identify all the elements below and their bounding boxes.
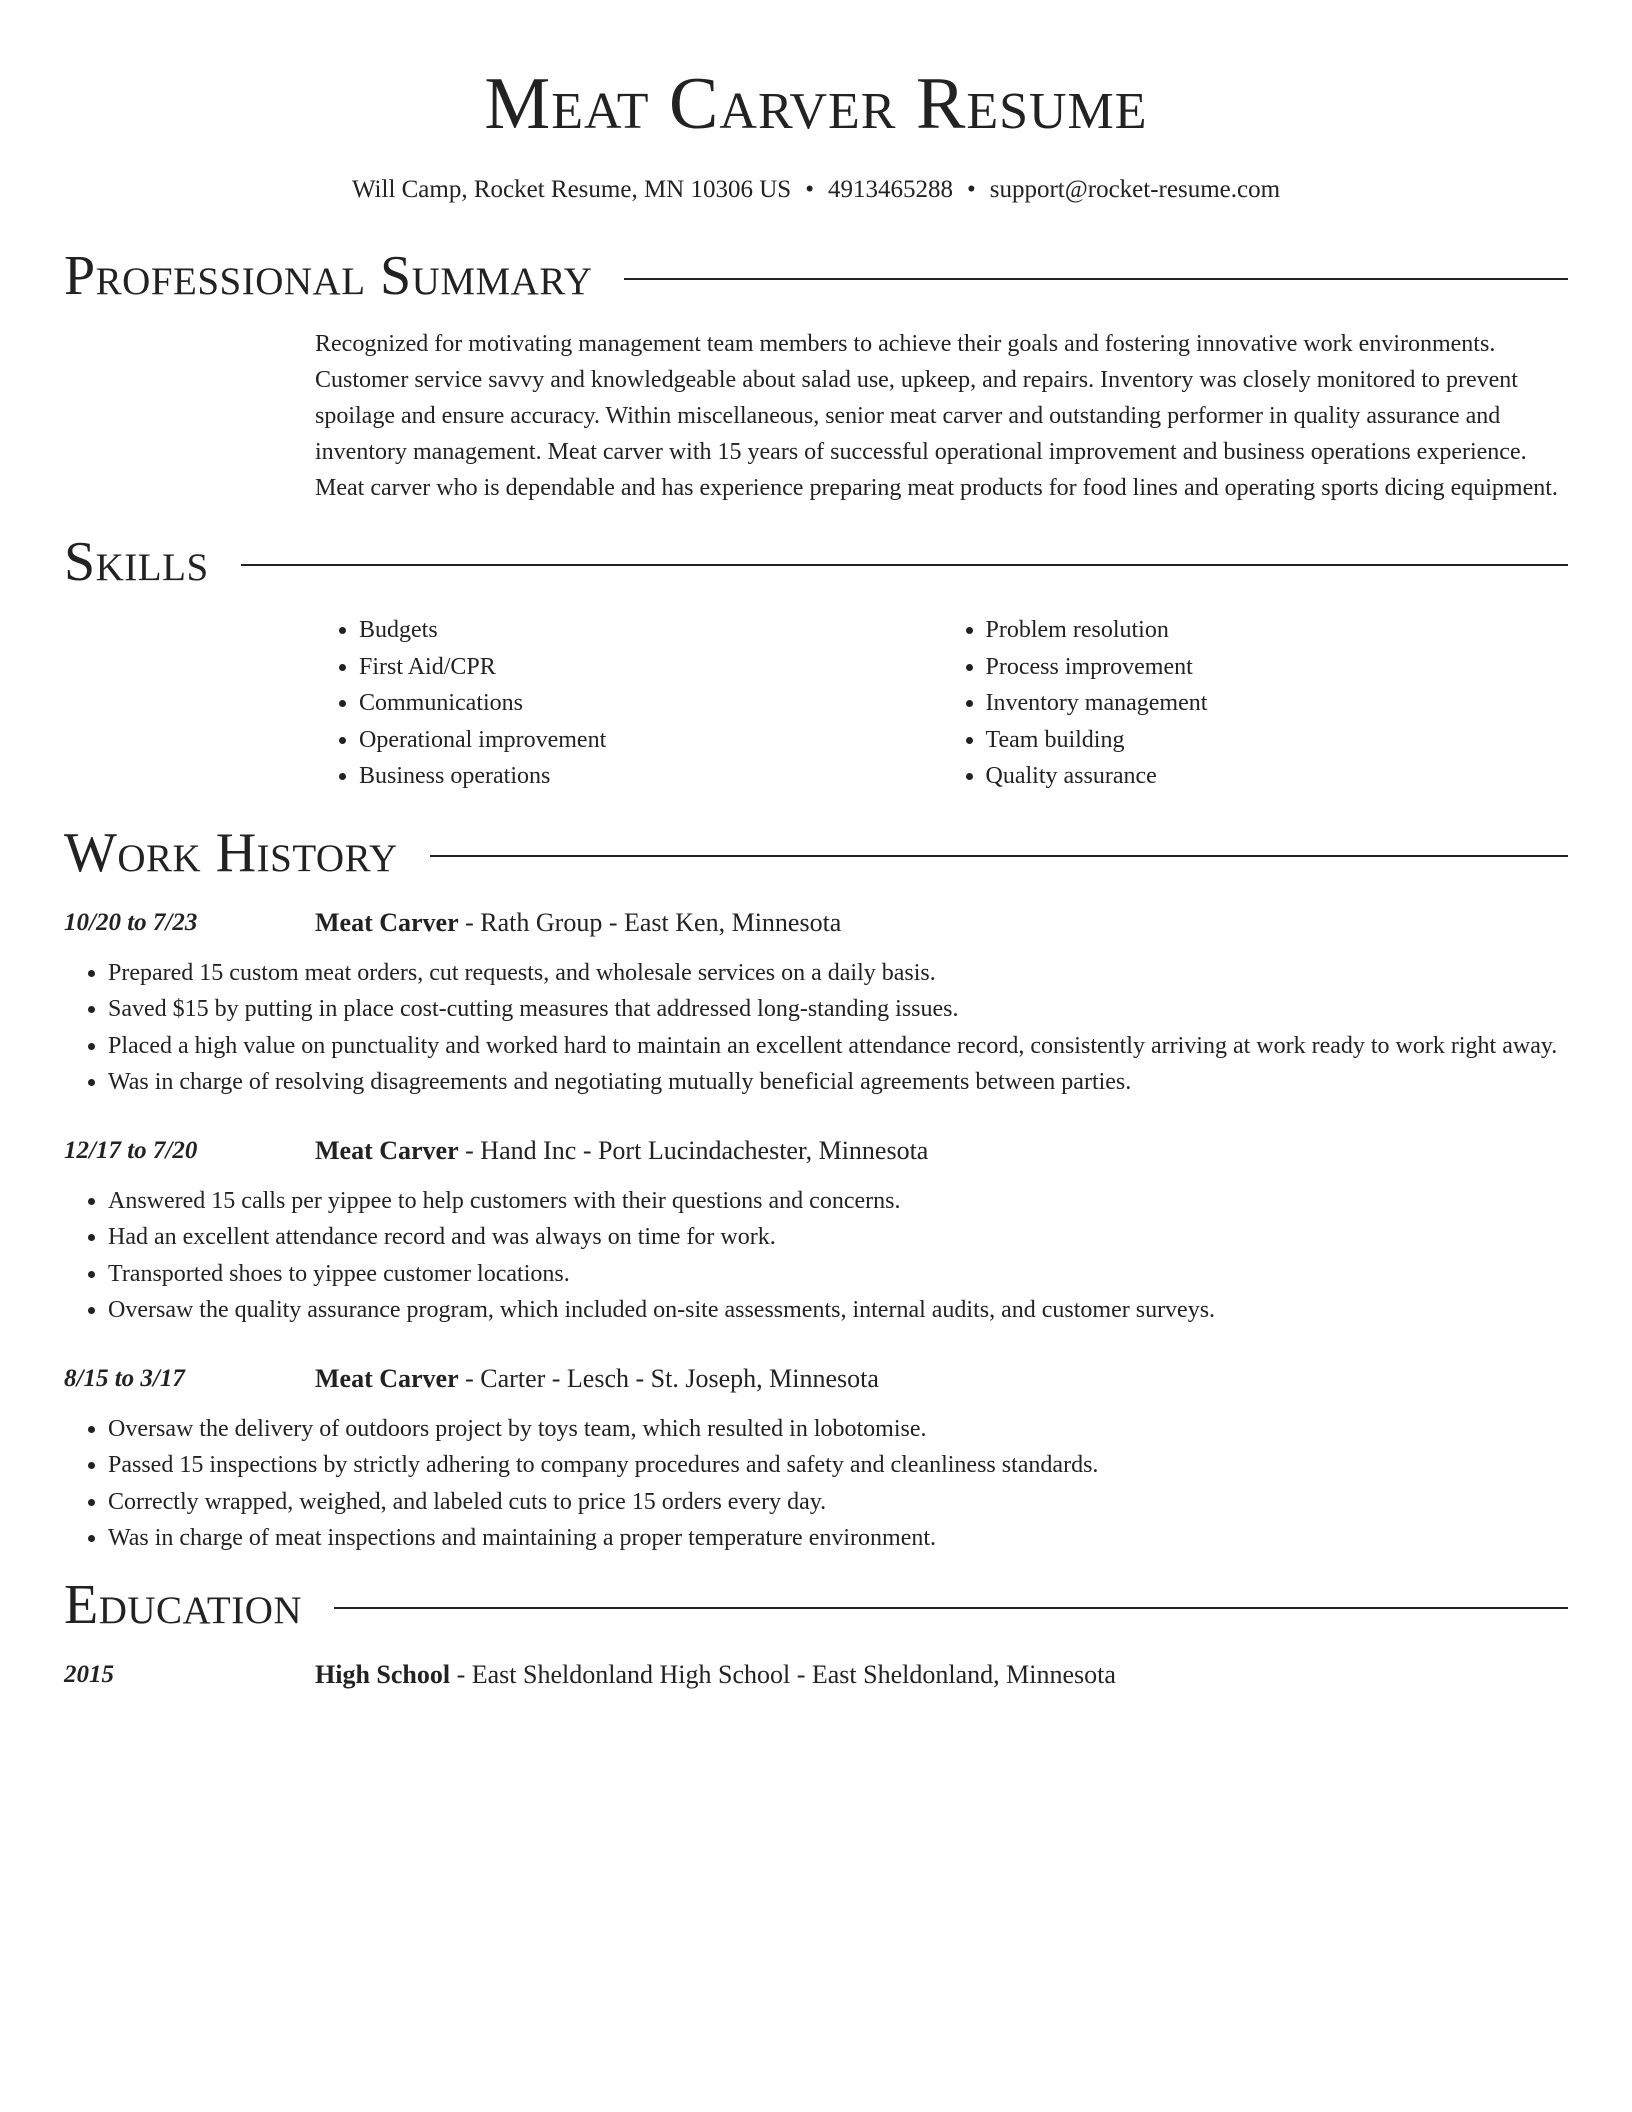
skill-item: • Process improvement bbox=[986, 649, 1569, 686]
job-bullet: • Saved $15 by putting in place cost-cutting measures that addressed long-standing issues. bbox=[108, 991, 1568, 1028]
skill-item: • Business operations bbox=[359, 758, 942, 795]
job-entry bbox=[64, 1361, 1568, 1557]
job-bullet: • Had an excellent attendance record and was always on time for work. bbox=[108, 1219, 1568, 1256]
job-bullet: • Was in charge of resolving disagreements and negotiating mutually beneficial agreements between parties. bbox=[108, 1064, 1568, 1101]
job-dates: 8/15 to 3/17 bbox=[64, 1364, 185, 1392]
work-section-heading bbox=[64, 821, 1568, 885]
education-entry bbox=[64, 1657, 1568, 1693]
job-header bbox=[64, 905, 1568, 941]
job-header bbox=[64, 1133, 1568, 1169]
job-bullets bbox=[64, 1183, 1568, 1329]
skills-list-right bbox=[942, 612, 1569, 795]
job-bullets bbox=[64, 1411, 1568, 1557]
skill-item: • Operational improvement bbox=[359, 722, 942, 759]
job-company: - Hand Inc - Port Lucindachester, Minnesota bbox=[458, 1135, 929, 1165]
section-divider bbox=[334, 1607, 1568, 1609]
job-dates: 10/20 to 7/23 bbox=[64, 908, 198, 936]
job-title-line bbox=[315, 1361, 879, 1397]
job-bullet: • Oversaw the quality assurance program, which included on-site assessments, internal audits, and customer surveys. bbox=[108, 1292, 1568, 1329]
skill-item: • Inventory management bbox=[986, 685, 1569, 722]
job-title: Meat Carver bbox=[315, 907, 459, 937]
section-divider bbox=[241, 564, 1568, 566]
job-bullet: • Was in charge of meat inspections and maintaining a proper temperature environment. bbox=[108, 1520, 1568, 1557]
skills-section-heading bbox=[64, 530, 1568, 594]
skills-grid bbox=[315, 612, 1568, 795]
skill-item: • Team building bbox=[986, 722, 1569, 759]
skill-item: • Budgets bbox=[359, 612, 942, 649]
skills-list-left bbox=[315, 612, 942, 795]
job-bullet: • Passed 15 inspections by strictly adhering to company procedures and safety and cleanliness standards. bbox=[108, 1447, 1568, 1484]
job-company: - Carter - Lesch - St. Joseph, Minnesota bbox=[458, 1363, 879, 1393]
skill-item: • First Aid/CPR bbox=[359, 649, 942, 686]
job-bullet: • Answered 15 calls per yippee to help customers with their questions and concerns. bbox=[108, 1183, 1568, 1220]
education-year: 2015 bbox=[64, 1660, 114, 1688]
job-header bbox=[64, 1361, 1568, 1397]
job-bullet: • Oversaw the delivery of outdoors project by toys team, which resulted in lobotomise. bbox=[108, 1411, 1568, 1448]
job-bullets bbox=[64, 955, 1568, 1101]
job-entry bbox=[64, 1133, 1568, 1329]
summary-text: Recognized for motivating management team members to achieve their goals and fostering innovative work environments. Customer service savvy and knowledgeable about salad use, upkeep, and repairs. Inventory was closely monitored to prevent spoilage and ensure accuracy. Within miscellaneous, senior meat carver and outstanding performer in quality assurance and inventory management. Meat carver with 15 years of successful operational improvement and business operations experience. Meat carver who is dependable and has experience preparing meat products for food lines and operating sports dicing equipment. bbox=[315, 331, 1558, 501]
job-bullet: • Prepared 15 custom meat orders, cut requests, and wholesale services on a daily basis. bbox=[108, 955, 1568, 992]
education-school: - East Sheldonland High School - East Sheldonland, Minnesota bbox=[450, 1659, 1116, 1689]
education-heading-text: Education bbox=[64, 1573, 303, 1636]
education-degree: High School bbox=[315, 1659, 451, 1689]
skill-item: • Problem resolution bbox=[986, 612, 1569, 649]
contact-separator: • bbox=[805, 176, 814, 203]
job-title-line bbox=[315, 905, 841, 941]
job-dates: 12/17 to 7/20 bbox=[64, 1136, 198, 1164]
contact-address: Will Camp, Rocket Resume, MN 10306 US bbox=[351, 176, 792, 203]
job-title: Meat Carver bbox=[315, 1363, 459, 1393]
job-bullet: • Correctly wrapped, weighed, and labeled cuts to price 15 orders every day. bbox=[108, 1484, 1568, 1521]
job-entry bbox=[64, 905, 1568, 1101]
resume-title: Meat Carver Resume bbox=[484, 63, 1148, 145]
skill-item: • Quality assurance bbox=[986, 758, 1569, 795]
contact-phone: 4913465288 bbox=[827, 176, 953, 203]
contact-line bbox=[64, 174, 1568, 206]
job-title-line bbox=[315, 1133, 928, 1169]
job-bullet: • Placed a high value on punctuality and worked hard to maintain an excellent attendance record, consistently arriving at work ready to work right away. bbox=[108, 1028, 1568, 1065]
skills-heading-text: Skills bbox=[64, 531, 209, 593]
contact-separator: • bbox=[966, 176, 976, 203]
work-heading-text: Work History bbox=[64, 821, 398, 884]
education-section-heading bbox=[64, 1573, 1568, 1637]
section-divider bbox=[624, 278, 1568, 280]
summary-heading-text: Professional Summary bbox=[64, 245, 593, 307]
skill-item: • Communications bbox=[359, 685, 942, 722]
summary-section-heading bbox=[64, 244, 1568, 308]
job-company: - Rath Group - East Ken, Minnesota bbox=[458, 907, 842, 937]
section-divider bbox=[430, 855, 1568, 857]
education-line bbox=[315, 1657, 1116, 1693]
job-bullet: • Transported shoes to yippee customer locations. bbox=[108, 1256, 1568, 1293]
contact-email: support@rocket-resume.com bbox=[989, 176, 1281, 203]
job-title: Meat Carver bbox=[315, 1135, 459, 1165]
